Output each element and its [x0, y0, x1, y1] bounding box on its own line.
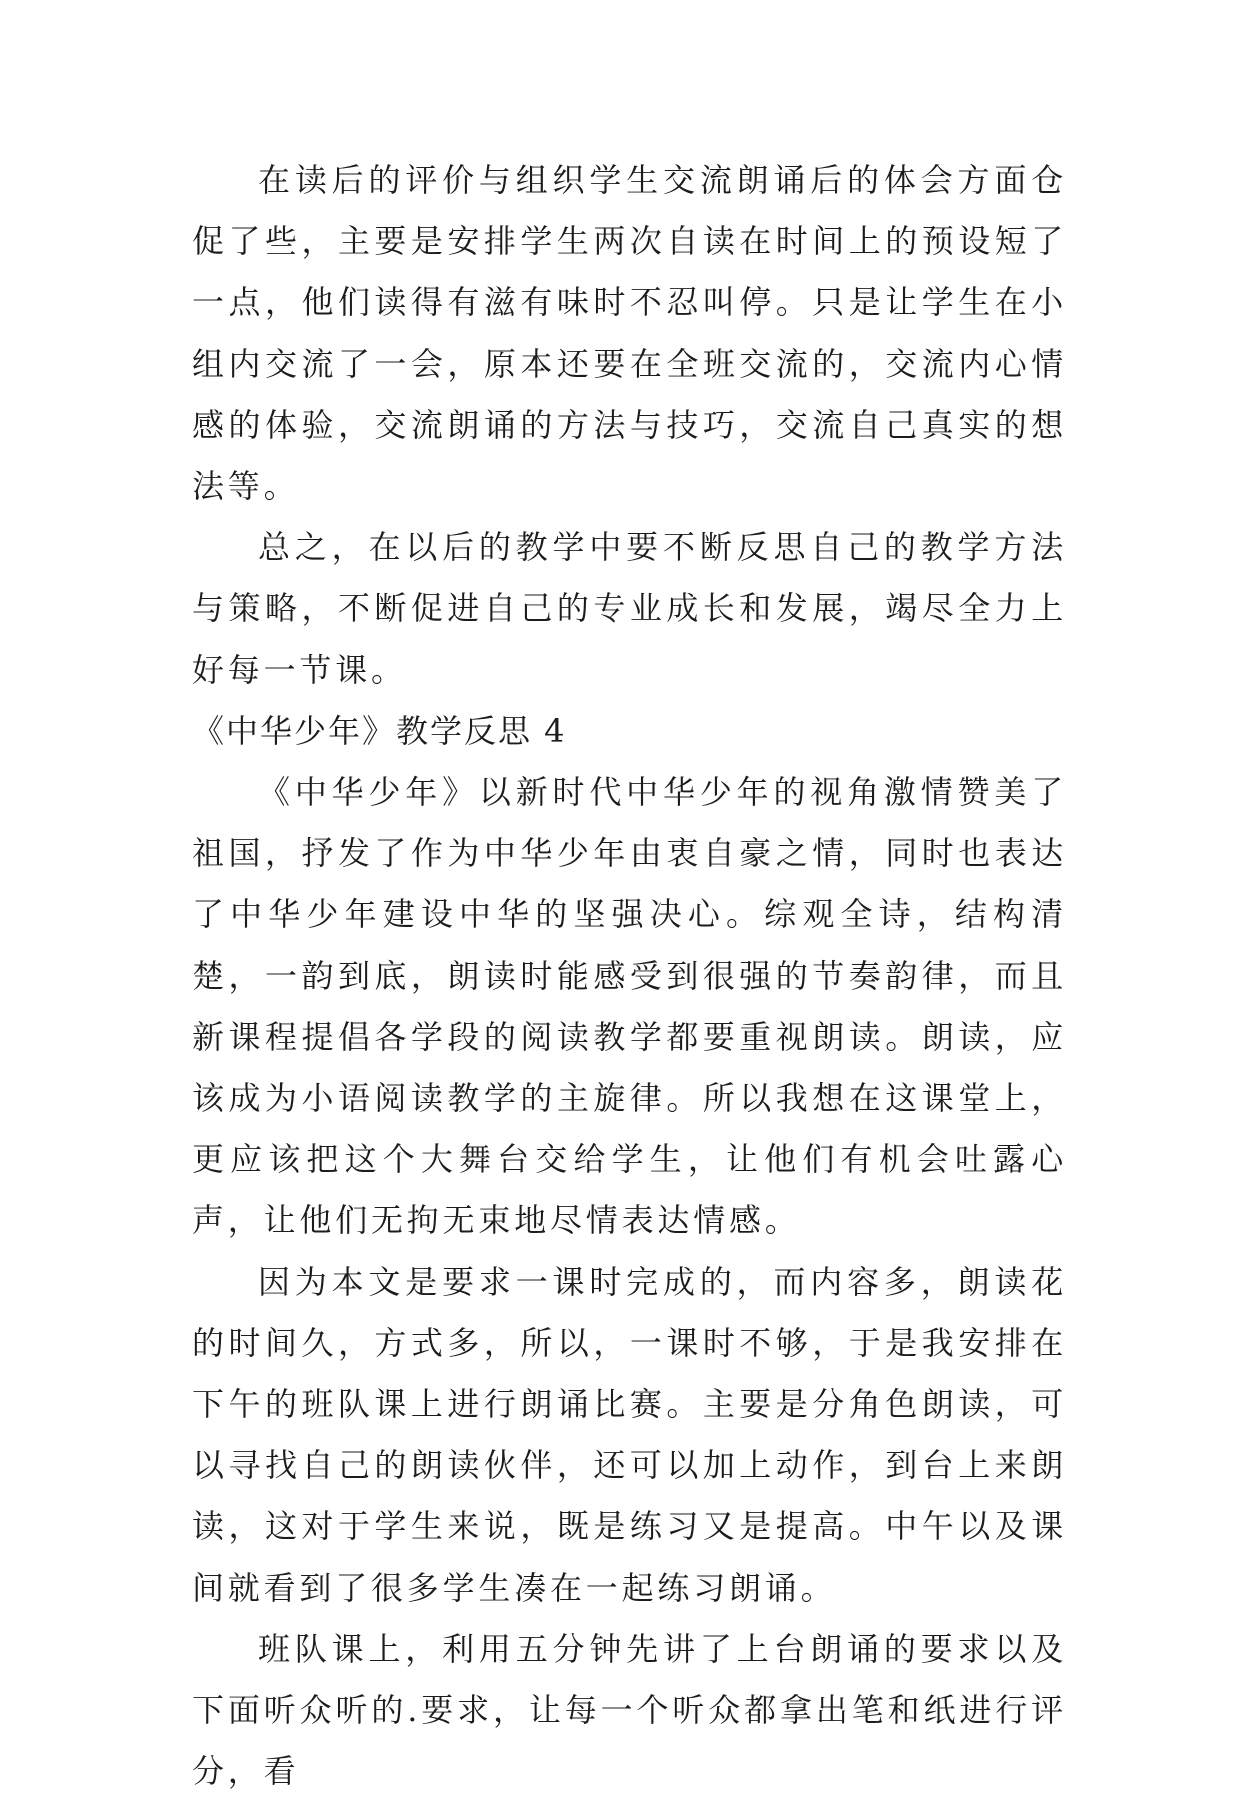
paragraph: 《中华少年》以新时代中华少年的视角激情赞美了祖国，抒发了作为中华少年由衷自豪之情，同时也表达了中华少年建设中华的坚强决心。综观全诗，结构清楚，一韵到底，朗读时能感受到很强的节奏韵律，而且新课程提倡各学段的阅读教学都要重视朗读。朗读，应该成为小语阅读教学的主旋律。所以我想在这课堂上，更应该把这个大舞台交给学生，让他们有机会吐露心声，让他们无拘无束地尽情表达情感。: [192, 773, 1067, 1240]
paragraph: 在读后的评价与组织学生交流朗诵后的体会方面仓促了些，主要是安排学生两次自读在时间上的预设短了一点，他们读得有滋有味时不忍叫停。只是让学生在小组内交流了一会，原本还要在全班交流的，交流内心情感的体验，交流朗诵的方法与技巧，交流自己真实的想法等。: [192, 161, 1067, 506]
paragraph: 因为本文是要求一课时完成的，而内容多，朗读花的时间久，方式多，所以，一课时不够，于是我安排在下午的班队课上进行朗诵比赛。主要是分角色朗读，可以寻找自己的朗读伙伴，还可以加上动作，到台上来朗读，这对于学生来说，既是练习又是提高。中午以及课间就看到了很多学生凑在一起练习朗诵。: [192, 1262, 1067, 1607]
section-title: 《中华少年》教学反思 4: [192, 711, 567, 750]
document-page: [192, 150, 1067, 1802]
paragraph: 总之，在以后的教学中要不断反思自己的教学方法与策略，不断促进自己的专业成长和发展，竭尽全力上好每一节课。: [192, 528, 1067, 689]
paragraph: 班队课上，利用五分钟先讲了上台朗诵的要求以及下面听众听的.要求，让每一个听众都拿出笔和纸进行评分，看: [192, 1629, 1067, 1791]
